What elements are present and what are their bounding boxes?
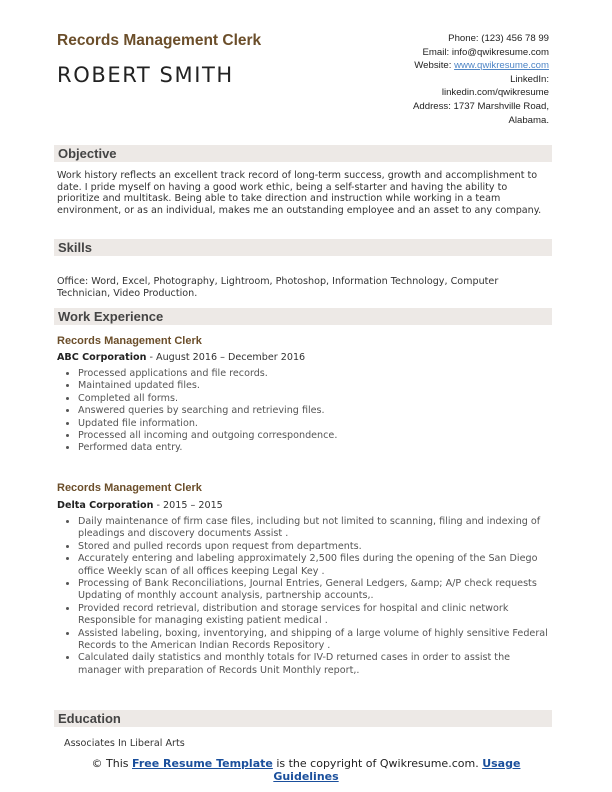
job-title: Records Management Clerk xyxy=(57,32,262,49)
list-item: • Processed all incoming and outgoing correspondence. xyxy=(78,430,556,442)
list-item: • Updated file information. xyxy=(78,418,556,430)
objective-heading: Objective xyxy=(58,146,117,161)
website-link[interactable]: www.qwikresume.com xyxy=(454,60,549,72)
contact-block xyxy=(319,32,549,127)
usage-guidelines-link[interactable]: Usage Guidelines xyxy=(273,757,521,783)
experience-section-header xyxy=(54,308,552,325)
contact-linkedin-label: LinkedIn: xyxy=(510,73,549,85)
list-item: • Completed all forms. xyxy=(78,393,556,405)
objective-section-header xyxy=(54,145,552,162)
job2-company-line xyxy=(57,500,223,511)
objective-text: Work history reflects an excellent track record of long-term success, growth and accomplishment to date. I pride myself on having a good work ethic, being a self-starter and having the ability to prioritize and multitask. Being able to take direction and instruction while working in a team environment, or as an individual, makes me an outstanding employee and an asset to any company. xyxy=(57,170,542,216)
job2-title: Records Management Clerk xyxy=(57,482,202,494)
skills-text: Office: Word, Excel, Photography, Lightroom, Photoshop, Information Technology, Computer Technician, Video Production. xyxy=(57,276,499,299)
education-heading: Education xyxy=(58,711,121,726)
footer-middle: is the copyright of Qwikresume.com. xyxy=(272,757,483,770)
website-label: Website: xyxy=(414,60,455,72)
contact-address-line2: Alabama. xyxy=(508,114,549,126)
job2-dates: - 2015 – 2015 xyxy=(153,500,223,511)
job1-bullets xyxy=(63,368,556,455)
list-item: • Processing of Bank Reconciliations, Journal Entries, General Ledgers, &amp; A/P check requests Updating of monthly account analysis, partnership accounts,. xyxy=(78,578,556,603)
list-item: • Provided record retrieval, distribution and storage services for hospital and clinic network Responsible for managing existing patient medical . xyxy=(78,603,556,628)
list-item: • Maintained updated files. xyxy=(78,380,556,392)
job1-company: ABC Corporation xyxy=(57,352,147,363)
experience-heading: Work Experience xyxy=(58,309,164,324)
contact-address-line1: Address: 1737 Marshville Road, xyxy=(413,100,549,112)
list-item: • Performed data entry. xyxy=(78,442,556,454)
list-item: • Calculated daily statistics and monthly totals for IV-D returned cases in order to assist the manager with preparation of Records Unit Monthly report,. xyxy=(78,652,556,677)
skills-section-header xyxy=(54,239,552,256)
job2-company: Delta Corporation xyxy=(57,500,154,511)
list-item: • Processed applications and file records. xyxy=(78,368,556,380)
skills-heading: Skills xyxy=(58,240,92,255)
education-section-header xyxy=(54,710,552,727)
contact-phone: Phone: (123) 456 78 99 xyxy=(448,33,549,44)
list-item: • Accurately entering and labeling approximately 2,500 files during the opening of the San Diego office Weekly scan of all offices keeping Legal Key . xyxy=(78,553,556,578)
contact-website xyxy=(319,59,549,73)
list-item: • Answered queries by searching and retrieving files. xyxy=(78,405,556,417)
list-item: • Assisted labeling, boxing, inventorying, and shipping of a large volume of highly sensitive Federal Records to the American Indian Records Repository . xyxy=(78,628,556,653)
job2-bullets xyxy=(63,516,556,677)
list-item: • Stored and pulled records upon request from departments. xyxy=(78,541,556,553)
copyright-footer xyxy=(60,757,552,783)
education-degree: Associates In Liberal Arts xyxy=(64,738,185,749)
job1-dates: - August 2016 – December 2016 xyxy=(146,352,306,363)
candidate-name: ROBERT SMITH xyxy=(57,63,234,87)
resume-header xyxy=(57,32,557,127)
contact-email: Email: info@qwikresume.com xyxy=(422,46,549,58)
contact-linkedin-value: linkedin.com/qwikresume xyxy=(441,87,549,99)
free-resume-template-link[interactable]: Free Resume Template xyxy=(132,757,273,770)
job1-company-line xyxy=(57,352,305,363)
footer-prefix: © This xyxy=(91,757,133,770)
job1-title: Records Management Clerk xyxy=(57,335,202,347)
list-item: • Daily maintenance of firm case files, including but not limited to scanning, filing and indexing of pleadings and discovery documents Assist . xyxy=(78,516,556,541)
